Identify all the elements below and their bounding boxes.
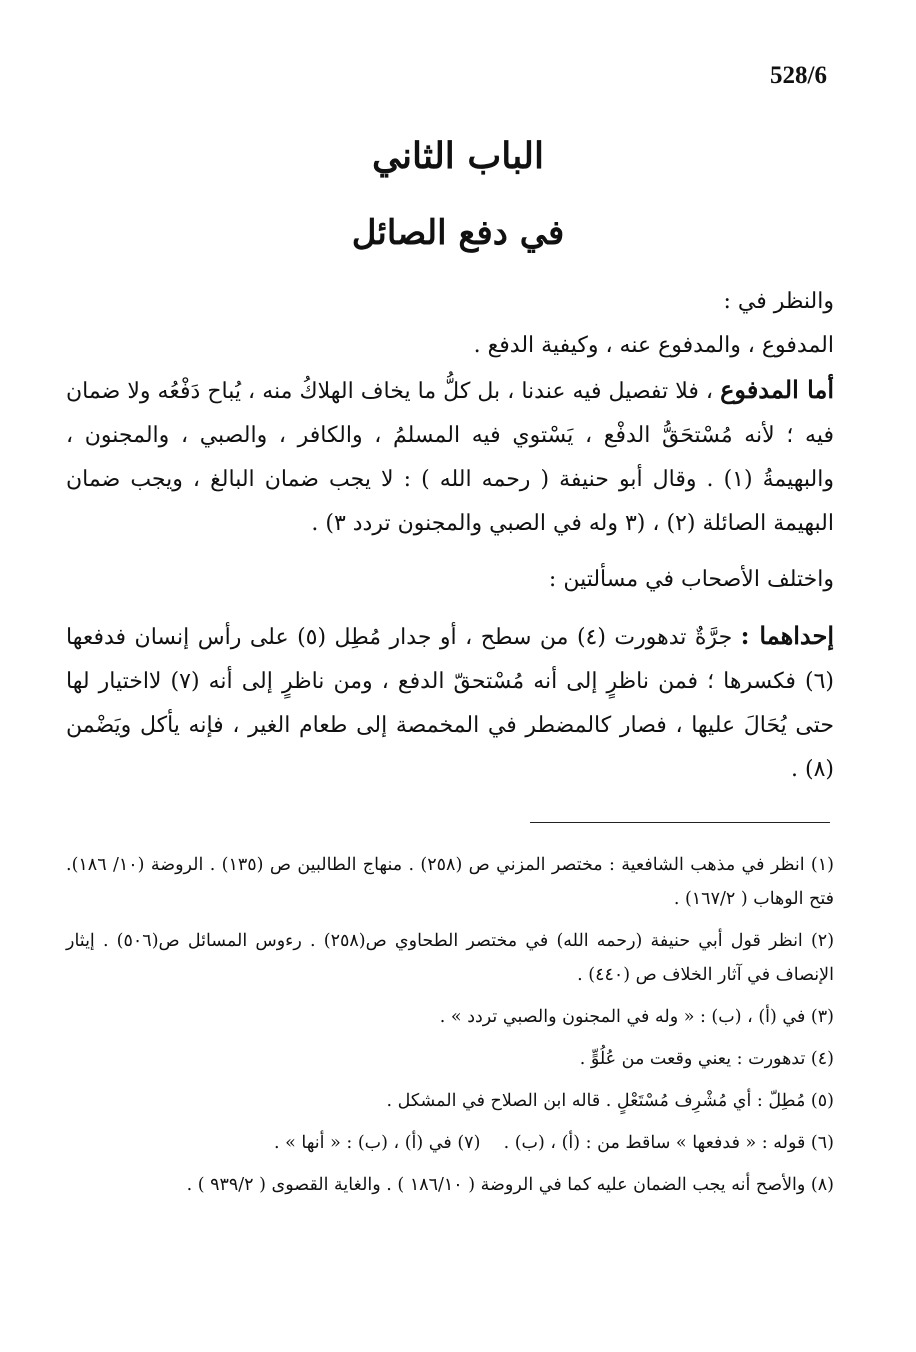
footnote-7: (٧) في (أ) ، (ب) : « أنها » . <box>274 1133 481 1153</box>
footnote-divider <box>530 822 830 823</box>
paragraph-lead: إحداهما : <box>740 621 834 650</box>
footnote-row-6-7 <box>274 1126 834 1160</box>
paragraph-madfu <box>66 368 834 546</box>
footnotes <box>66 848 834 1210</box>
paragraph-text: ، فلا تفصيل فيه عندنا ، بل كلُّ ما يخاف الهلاكُ منه ، يُباح دَفْعُه ولا ضمان فيه ؛ لأنه مُسْتحَقُّ الدفْع ، يَسْتوي فيه المسلمُ ، والكافر ، والصبي ، والمجنون ، والبهيمةُ (١) . وقال أبو حنيفة ( رحمه الله ) : لا يجب ضمان البالغ ، ويجب ضمان البهيمة الصائلة (٢) ، (٣ وله في الصبي والمجنون تردد ٣) . <box>66 379 834 536</box>
main-text <box>66 280 834 792</box>
paragraph-text: جرَّةٌ تدهورت (٤) من سطح ، أو جدار مُطِل (٥) على رأس إنسان فدفعها (٦) فكسرها ؛ فمن ناظرٍ إلى أنه مُسْتحقّ الدفع ، ومن ناظرٍ إلى أنه (٧) لااختيار لها حتى يُحَالَ عليها ، فصار كالمضطر في المخمصة إلى طعام الغير ، فإنه يأكل ويَضْمن (٨) . <box>66 625 834 782</box>
paragraph-disagreement: واختلف الأصحاب في مسألتين : <box>548 567 834 592</box>
footnote-4: (٤) تدهورت : يعني وقعت من عُلُوٍّ . <box>579 1049 834 1069</box>
footnote-1: (١) انظر في مذهب الشافعية : مختصر المزني ص (٢٥٨) . منهاج الطالبين ص (١٣٥) . الروضة (١٠/ ١٨٦). فتح الوهاب ( ١٦٧/٢) . <box>66 855 834 909</box>
chapter-title: الباب الثاني <box>371 135 545 177</box>
footnote-2: (٢) انظر قول أبي حنيفة (رحمه الله) في مختصر الطحاوي ص(٢٥٨) . رءوس المسائل ص(٥٠٦) . إيثار الإنصاف في آثار الخلاف ص (٤٤٠) . <box>66 931 835 985</box>
footnote-5: (٥) مُطِلّ : أي مُشْرِف مُسْتَعْلٍ . قاله ابن الصلاح في المشكل . <box>386 1091 834 1111</box>
paragraph-first-issue <box>66 614 834 792</box>
chapter-subtitle: في دفع الصائل <box>351 213 565 253</box>
footnote-8: (٨) والأصح أنه يجب الضمان عليه كما في الروضة ( ١٨٦/١٠ ) . والغاية القصوى ( ٩٣٩/٢ ) . <box>186 1175 834 1195</box>
footnote-3: (٣) في (أ) ، (ب) : « وله في المجنون والصبي تردد » . <box>439 1007 834 1027</box>
page-number: 528/6 <box>770 62 827 89</box>
paragraph-lead: أما المدفوع <box>720 375 835 404</box>
paragraph-intro: والنظر في : <box>723 289 834 314</box>
footnote-6: (٦) قوله : « فدفعها » ساقط من : (أ) ، (ب) . <box>503 1133 834 1153</box>
paragraph-topics: المدفوع ، والمدفوع عنه ، وكيفية الدفع . <box>473 333 834 358</box>
